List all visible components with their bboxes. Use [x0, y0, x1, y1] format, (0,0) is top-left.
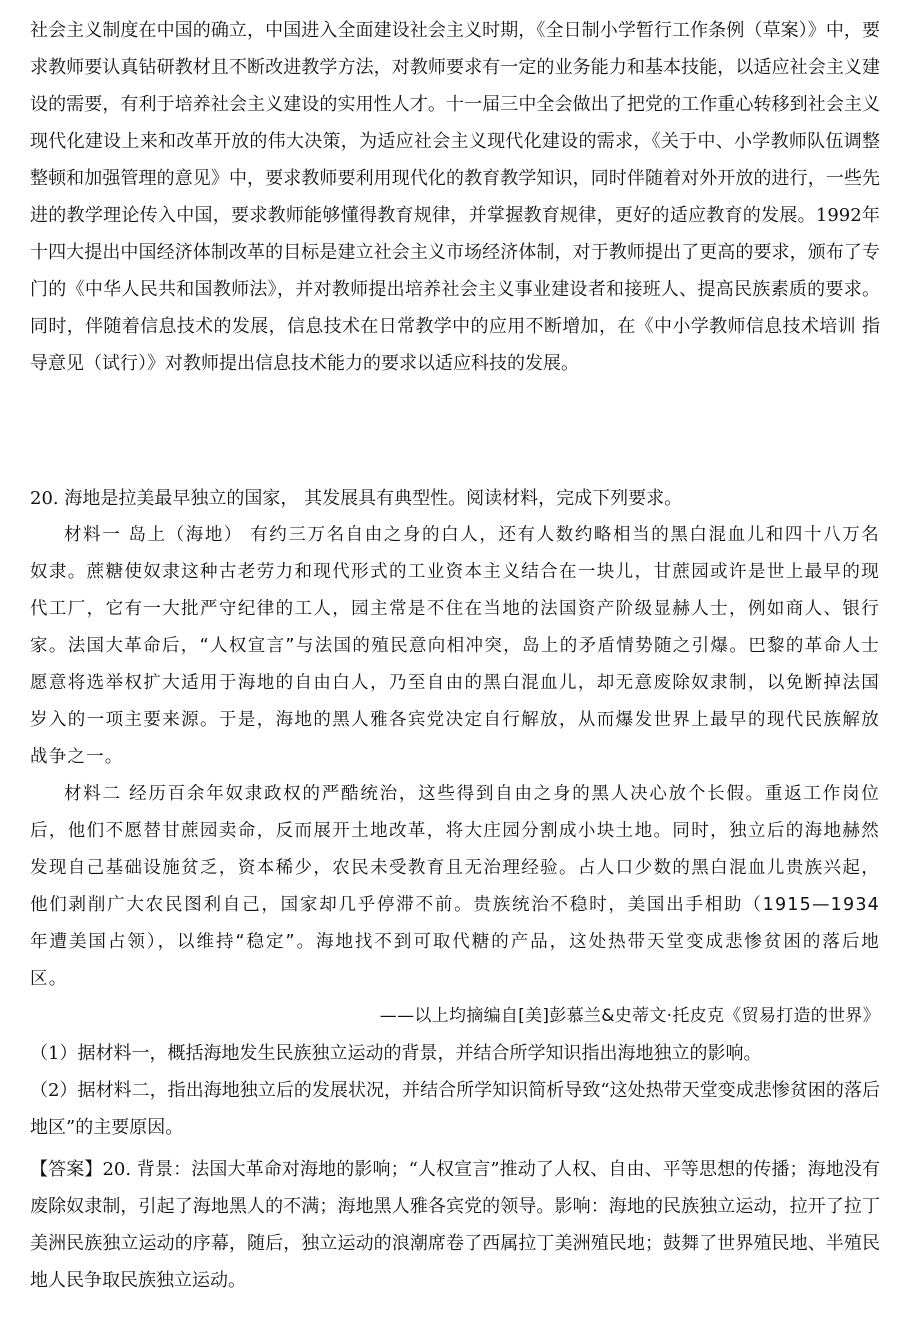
material-source: ——以上均摘编自[美]彭慕兰&史蒂文·托皮克《贸易打造的世界》: [379, 1006, 880, 1026]
answer-section: [30, 1151, 880, 1299]
material-1: 材料一 岛上（海地） 有约三万名自由之身的白人，还有人数约略相当的黑白混血儿和四十八万名奴隶。蔗糖使奴隶这种古老劳力和现代形式的工业资本主义结合在一块儿，甘蔗园或许是世上最早的现代工厂，它有一大批严守纪律的工人，园主常是不住在当地的法国资产阶级显赫人士，例如商人、银行家。法国大革命后，“人权宣言”与法国的殖民意向相冲突，岛上的矛盾情势随之引爆。巴黎的革命人士愿意将选举权扩大适用于海地的自由白人，乃至自由的黑白混血儿，却无意废除奴隶制，以免断掉法国岁入的一项主要来源。于是，海地的黑人雅各宾党决定自行解放，从而爆发世界上最早的现代民族解放战争之一。: [30, 525, 880, 767]
sub-question-2: （2）据材料二，指出海地独立后的发展状况，并结合所学知识简析导致“这处热带天堂变成悲惨贫困的落后地区”的主要原因。: [30, 1080, 880, 1138]
question-20: [30, 480, 880, 1146]
answer-tag: 【答案】: [30, 1159, 103, 1180]
answer-text: 20. 背景：法国大革命对海地的影响；“人权宣言”推动了人权、自由、平等思想的传播；海地没有废除奴隶制，引起了海地黑人的不满；海地黑人雅各宾党的领导。影响：海地的民族独立运动，拉开了拉丁美洲民族独立运动的序幕，随后，独立运动的浪潮席卷了西属拉丁美洲殖民地；鼓舞了世界殖民地、半殖民地人民争取民族独立运动。: [30, 1159, 880, 1291]
question-stem: 20. 海地是拉美最早独立的国家， 其发展具有典型性。阅读材料，完成下列要求。: [30, 488, 683, 509]
body-paragraph-teacher-requirements: 社会主义制度在中国的确立，中国进入全面建设社会主义时期，《全日制小学暂行工作条例（草案）》中，要求教师要认真钻研教材且不断改进教学方法，对教师要求有一定的业务能力和基本技能，以适应社会主义建设的需要，有利于培养社会主义建设的实用性人才。十一届三中全会做出了把党的工作重心转移到社会主义现代化建设上来和改革开放的伟大决策，为适应社会主义现代化建设的需求，《关于中、小学教师队伍调整整顿和加强管理的意见》中，要求教师要利用现代化的教育教学知识，同时伴随着对外开放的进行，一些先进的教学理论传入中国，要求教师能够懂得教育规律，并掌握教育规律，更好的适应教育的发展。1992年十四大提出中国经济体制改革的目标是建立社会主义市场经济体制，对于教师提出了更高的要求，颁布了专门的《中华人民共和国教师法》，并对教师提出培养社会主义事业建设者和接班人、提高民族素质的要求。同时，伴随着信息技术的发展，信息技术在日常教学中的应用不断增加，在《中小学教师信息技术培训 指导意见（试行）》对教师提出信息技术能力的要求以适应科技的发展。: [30, 20, 880, 374]
sub-question-1: （1）据材料一，概括海地发生民族独立运动的背景，并结合所学知识指出海地独立的影响。: [30, 1043, 762, 1064]
top-section: [30, 12, 880, 382]
material-2: 材料二 经历百余年奴隶政权的严酷统治，这些得到自由之身的黑人决心放个长假。重返工作岗位后，他们不愿替甘蔗园卖命，反而展开土地改革，将大庄园分割成小块土地。同时，独立后的海地赫然发现自己基础设施贫乏，资本稀少，农民未受教育且无治理经验。占人口少数的黑白混血儿贵族兴起，他们剥削广大农民图利自己，国家却几乎停滞不前。贵族统治不稳时，美国出手相助（1915—1934 年遭美国占领），以维持“稳定”。海地找不到可取代糖的产品，这处热带天堂变成悲惨贫困的落后地区。: [30, 784, 880, 989]
answer-paragraph: [30, 1151, 880, 1299]
